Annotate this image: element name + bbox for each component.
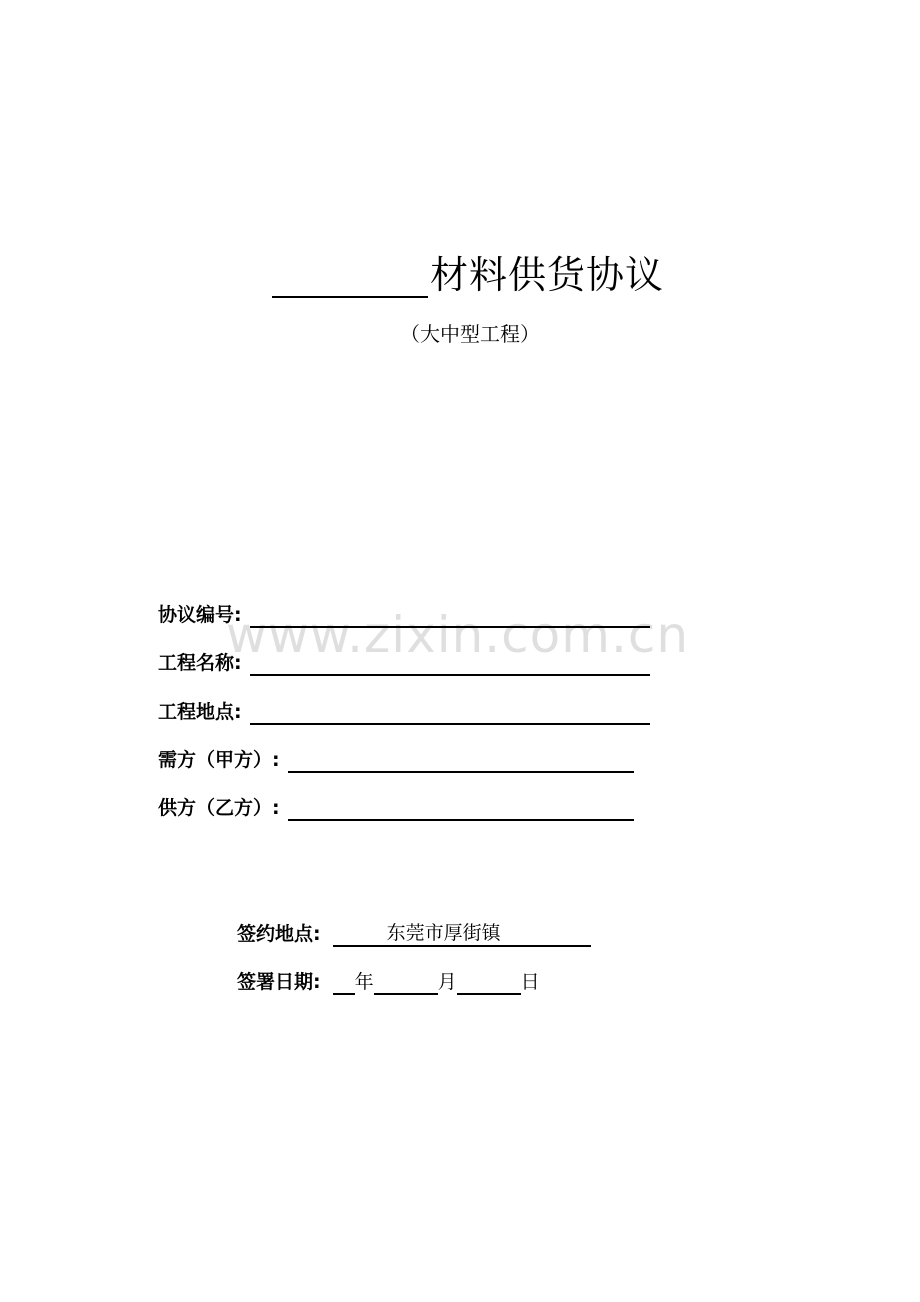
signing-date-row xyxy=(237,965,540,995)
blank-line xyxy=(250,701,650,725)
field-label: 供方（乙方）: xyxy=(158,797,280,819)
month-blank-line xyxy=(374,971,438,995)
month-unit: 月 xyxy=(437,971,457,993)
day-blank-line xyxy=(457,971,521,995)
document-title-row xyxy=(272,250,664,298)
signing-place-label: 签约地点: xyxy=(237,923,321,945)
field-agreement-number xyxy=(158,598,650,628)
blank-line xyxy=(288,797,634,821)
blank-line xyxy=(250,604,650,628)
blank-line xyxy=(250,652,650,676)
watermark: www.zixin.com.cn xyxy=(226,606,690,664)
field-label: 协议编号: xyxy=(158,604,242,626)
document-subtitle: （大中型工程） xyxy=(400,322,540,346)
year-blank-line xyxy=(333,971,355,995)
field-label: 需方（甲方）: xyxy=(158,749,280,771)
year-unit: 年 xyxy=(354,971,374,993)
title-blank-line xyxy=(272,254,428,298)
blank-line xyxy=(288,749,634,773)
document-title: 材料供货协议 xyxy=(430,253,665,297)
field-buyer xyxy=(158,743,634,773)
field-supplier xyxy=(158,791,634,821)
day-unit: 日 xyxy=(520,971,540,993)
signing-place-row xyxy=(237,917,591,947)
field-label: 工程地点: xyxy=(158,701,242,723)
field-project-name xyxy=(158,646,650,676)
signing-date-label: 签署日期: xyxy=(237,971,321,993)
signing-place-value: 东莞市厚街镇 xyxy=(333,921,591,947)
field-label: 工程名称: xyxy=(158,652,242,674)
field-project-location xyxy=(158,695,650,725)
